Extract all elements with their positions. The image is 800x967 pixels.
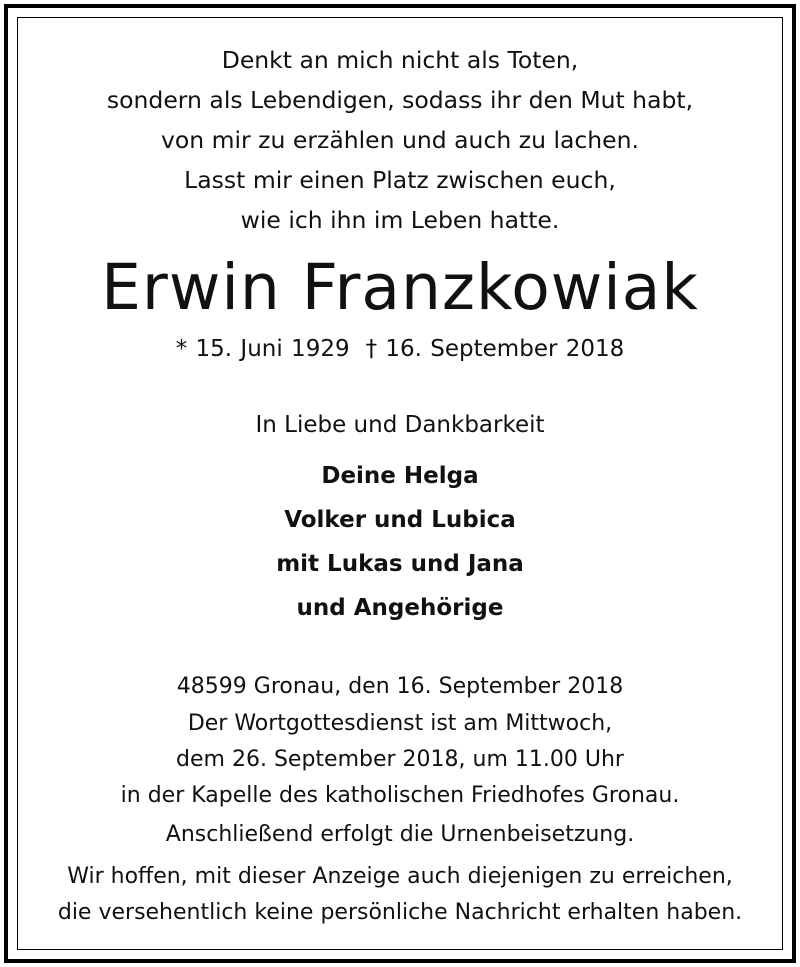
death-date: † 16. September 2018 (365, 336, 625, 362)
poem-line: wie ich ihn im Leben hatte. (240, 206, 560, 234)
place-date: 48599 Gronau, den 16. September 2018 (176, 674, 624, 699)
deceased-name: Erwin Franzkowiak (101, 251, 699, 324)
note-line: die versehentlich keine persönliche Nachricht erhalten haben. (57, 900, 743, 925)
service-info (0, 706, 800, 814)
poem-line: Denkt an mich nicht als Toten, (221, 46, 579, 74)
service-line: Der Wortgottesdienst ist am Mittwoch, (187, 711, 613, 736)
poem-line: von mir zu erzählen und auch zu lachen. (160, 126, 640, 154)
poem-line: Lasst mir einen Platz zwischen euch, (184, 166, 616, 194)
birth-date: * 15. Juni 1929 (175, 336, 350, 362)
mourner: mit Lukas und Jana (276, 551, 524, 577)
closing-note (0, 859, 800, 931)
dedication: In Liebe und Dankbarkeit (255, 412, 545, 438)
mourners-list (0, 454, 800, 630)
mourner: und Angehörige (296, 595, 504, 621)
note-line: Wir hoffen, mit dieser Anzeige auch diejenigen zu erreichen, (67, 864, 733, 889)
mourner: Deine Helga (321, 463, 479, 489)
poem-line: sondern als Lebendigen, sodass ihr den Mut habt, (106, 86, 694, 114)
mourner: Volker und Lubica (284, 507, 516, 533)
service-line: dem 26. September 2018, um 11.00 Uhr (176, 747, 624, 772)
service-line: in der Kapelle des katholischen Friedhofes Gronau. (120, 783, 680, 808)
burial-info: Anschließend erfolgt die Urnenbeisetzung. (165, 822, 635, 847)
life-dates (0, 332, 800, 366)
poem (0, 40, 800, 240)
